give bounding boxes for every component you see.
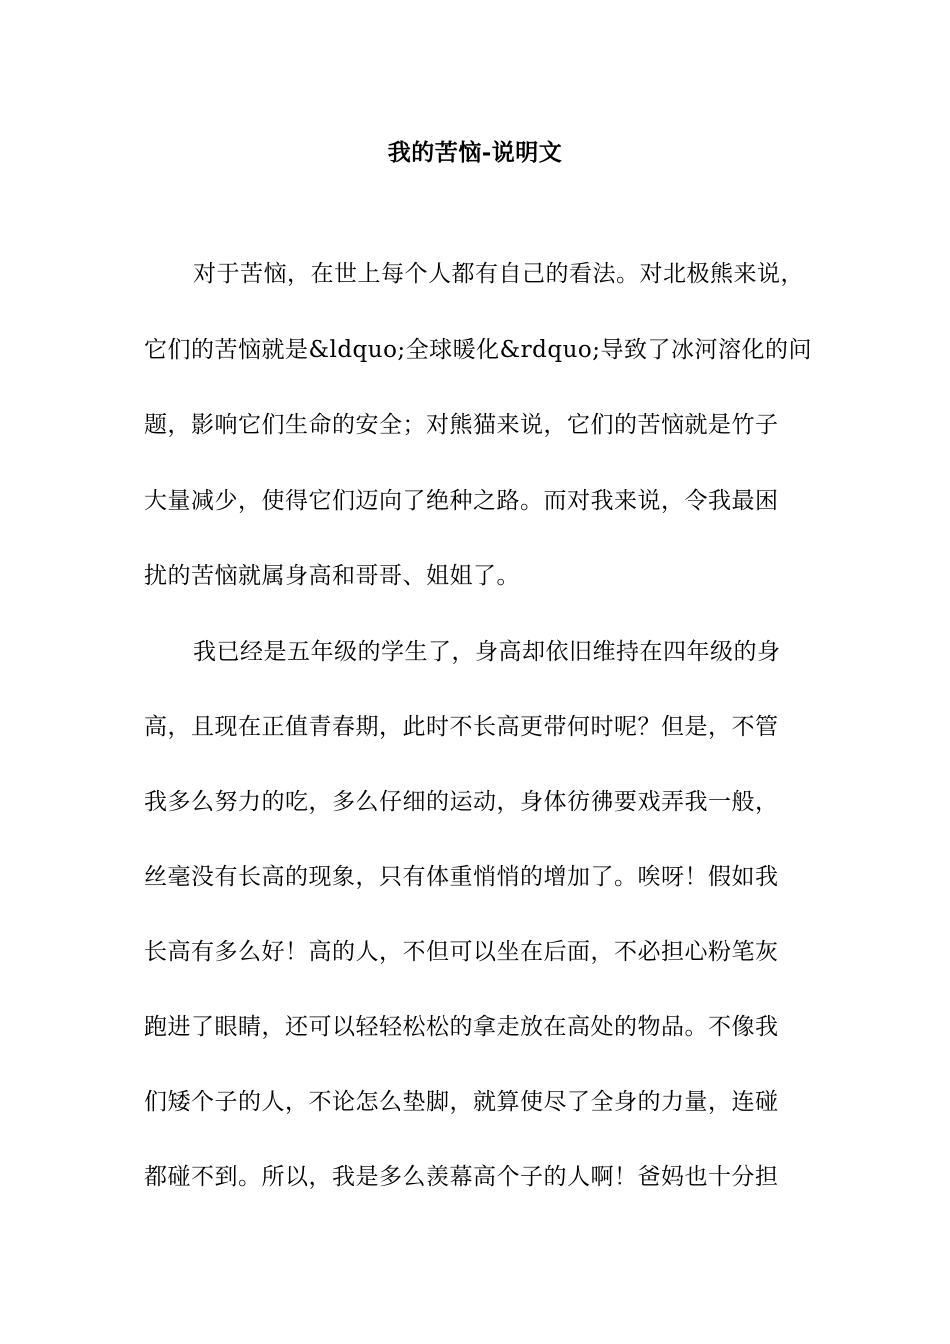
paragraph-2-line-8: 都碰不到。所以，我是多么羡幕高个子的人啊！爸妈也十分担 [144, 1164, 779, 1190]
paragraph-2-line-5: 长高有多么好！高的人，不但可以坐在后面，不必担心粉笔灰 [144, 939, 779, 965]
paragraph-2-line-6: 跑进了眼睛，还可以轻轻松松的拿走放在高处的物品。不像我 [144, 1014, 779, 1040]
paragraph-2-line-7: 们矮个子的人，不论怎么垫脚，就算使尽了全身的力量，连碰 [144, 1089, 779, 1115]
paragraph-1-line-2: 它们的苦恼就是&ldquo;全球暖化&rdquo;导致了冰河溶化的问 [144, 337, 813, 363]
paragraph-1-line-5: 扰的苦恼就属身高和哥哥、姐姐了。 [144, 563, 520, 589]
paragraph-2-line-4: 丝毫没有长高的现象，只有体重悄悄的增加了。唉呀！假如我 [144, 864, 779, 890]
paragraph-2-line-1: 我已经是五年级的学生了，身高却依旧维持在四年级的身 [193, 639, 781, 665]
document-title: 我的苦恼-说明文 [387, 139, 563, 166]
paragraph-1-line-1: 对于苦恼，在世上每个人都有自己的看法。对北极熊来说， [193, 261, 804, 287]
paragraph-2-line-3: 我多么努力的吃，多么仔细的运动，身体彷彿要戏弄我一般， [144, 789, 779, 815]
paragraph-2-line-2: 高，且现在正值青春期，此时不长高更带何时呢？但是，不管 [144, 714, 779, 740]
paragraph-1-line-4: 大量减少，使得它们迈向了绝种之路。而对我来说，令我最困 [144, 488, 779, 514]
paragraph-1-line-3: 题，影响它们生命的安全；对熊猫来说，它们的苦恼就是竹子 [144, 412, 779, 438]
